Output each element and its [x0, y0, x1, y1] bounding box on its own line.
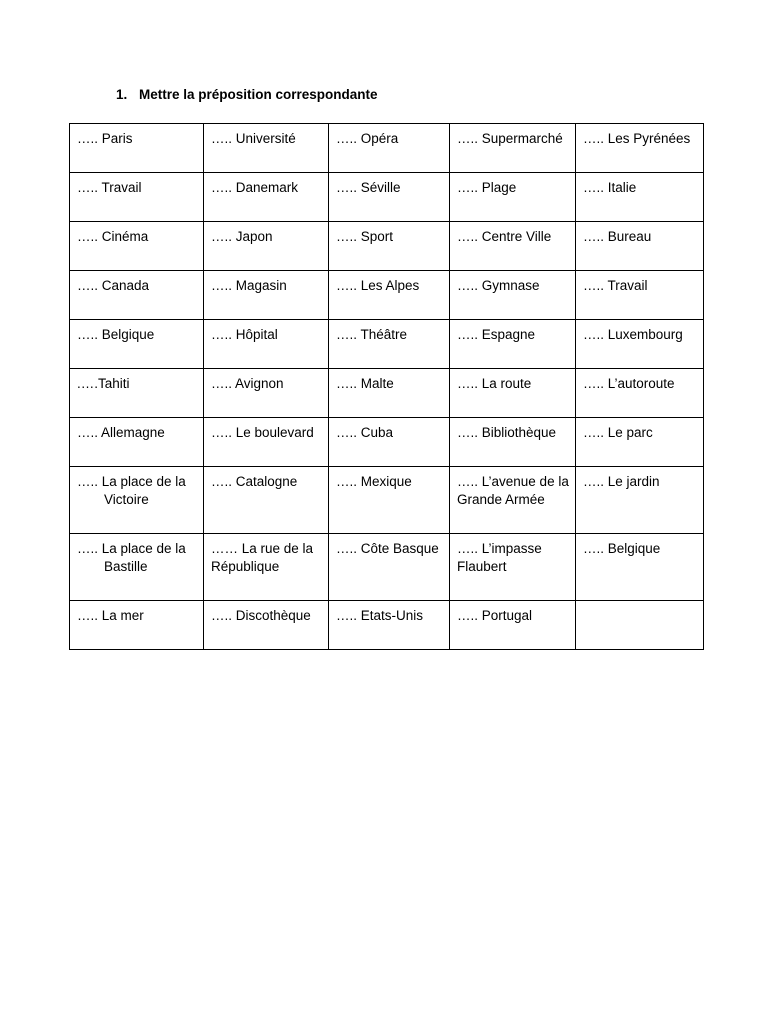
table-cell [576, 173, 704, 222]
cell-text: ….. Le parc [583, 425, 653, 440]
cell-text: ….. Sport [336, 229, 394, 244]
table-cell [70, 320, 204, 369]
cell-text: ….. Cinéma [77, 229, 149, 244]
table-cell [576, 418, 704, 467]
table-cell [576, 320, 704, 369]
cell-text: ….. Les Alpes [336, 278, 420, 293]
table-cell [450, 369, 576, 418]
cell-text: ….. Hôpital [211, 327, 278, 342]
table-row [70, 601, 704, 650]
cell-text: ….. Opéra [336, 131, 399, 146]
table-body [70, 124, 704, 650]
table-cell [329, 369, 450, 418]
cell-text: ….. La place de la Victoire [77, 474, 186, 507]
table-cell [70, 601, 204, 650]
table-cell [70, 369, 204, 418]
table-cell [204, 222, 329, 271]
table-cell [329, 271, 450, 320]
table-cell [329, 534, 450, 601]
table-cell [576, 124, 704, 173]
cell-text: ….. Supermarché [457, 131, 563, 146]
cell-text: ….. Discothèque [211, 608, 311, 623]
table-cell [450, 418, 576, 467]
table-cell [450, 271, 576, 320]
cell-text: ….. Centre Ville [457, 229, 552, 244]
exercise-title: Mettre la préposition correspondante [139, 87, 378, 102]
cell-text: ….. Avignon [211, 376, 284, 391]
table-cell [576, 222, 704, 271]
table-cell [450, 173, 576, 222]
cell-text: ….. L’autoroute [583, 376, 675, 391]
cell-text: ….. Canada [77, 278, 150, 293]
table-cell [70, 534, 204, 601]
cell-text: ….. Travail [77, 180, 142, 195]
cell-text: ….. Plage [457, 180, 517, 195]
table-cell [329, 601, 450, 650]
table-cell [329, 222, 450, 271]
cell-text: ….. Italie [583, 180, 637, 195]
table-cell [450, 320, 576, 369]
cell-text: .….Tahiti [77, 376, 130, 391]
cell-text: ….. Gymnase [457, 278, 540, 293]
table-row [70, 124, 704, 173]
preposition-table [69, 123, 704, 650]
cell-text: ….. Japon [211, 229, 273, 244]
table-cell [450, 601, 576, 650]
table-cell [576, 369, 704, 418]
table-cell [204, 124, 329, 173]
table-cell [329, 124, 450, 173]
cell-text: ….. Cuba [336, 425, 394, 440]
table-cell [450, 467, 576, 534]
table-cell [204, 320, 329, 369]
table-cell [70, 271, 204, 320]
table-cell [204, 601, 329, 650]
cell-text: ….. Belgique [77, 327, 155, 342]
table-cell [450, 124, 576, 173]
table-cell [576, 271, 704, 320]
exercise-heading [116, 87, 378, 102]
table-row [70, 271, 704, 320]
cell-text: ….. Travail [583, 278, 648, 293]
table-row [70, 222, 704, 271]
cell-text: ….. La mer [77, 608, 144, 623]
cell-text: ….. Luxembourg [583, 327, 683, 342]
cell-text: ….. L’avenue de la Grande Armée [457, 474, 569, 507]
table-cell [329, 418, 450, 467]
table-cell [204, 271, 329, 320]
cell-text: ….. Bureau [583, 229, 652, 244]
table-cell [70, 467, 204, 534]
cell-text: ….. L’impasse Flaubert [457, 541, 542, 574]
cell-text: ….. La place de la Bastille [77, 541, 186, 574]
cell-text: ….. Portugal [457, 608, 533, 623]
table-row [70, 467, 704, 534]
cell-text: ….. Mexique [336, 474, 412, 489]
cell-text: ….. Les Pyrénées [583, 131, 691, 146]
table-cell [329, 467, 450, 534]
table-cell [204, 369, 329, 418]
table-row [70, 418, 704, 467]
cell-text: ….. Bibliothèque [457, 425, 557, 440]
cell-text: ….. Côte Basque [336, 541, 439, 556]
table-cell [329, 173, 450, 222]
cell-text: ….. Malte [336, 376, 394, 391]
cell-text: ….. Séville [336, 180, 401, 195]
table-cell [329, 320, 450, 369]
cell-text: ….. Paris [77, 131, 133, 146]
table-cell [204, 173, 329, 222]
cell-text: ….. Le boulevard [211, 425, 314, 440]
table-row [70, 534, 704, 601]
table-row [70, 369, 704, 418]
cell-text: …… La rue de la République [211, 541, 314, 574]
cell-text: ….. Danemark [211, 180, 299, 195]
table-row [70, 320, 704, 369]
cell-text: ….. La route [457, 376, 532, 391]
table-cell [204, 418, 329, 467]
table-cell [576, 467, 704, 534]
table-cell [70, 124, 204, 173]
cell-text: ….. Etats-Unis [336, 608, 424, 623]
cell-text: ….. Le jardin [583, 474, 660, 489]
cell-text: ….. Université [211, 131, 296, 146]
cell-text: ….. Catalogne [211, 474, 298, 489]
cell-text: ….. Magasin [211, 278, 287, 293]
table-cell [450, 534, 576, 601]
table-cell [70, 418, 204, 467]
table-cell [450, 222, 576, 271]
table-cell [576, 601, 704, 650]
cell-text: ….. Théâtre [336, 327, 408, 342]
table-cell [204, 467, 329, 534]
cell-text: ….. Espagne [457, 327, 536, 342]
table-cell [576, 534, 704, 601]
table-cell [70, 222, 204, 271]
table-cell [204, 534, 329, 601]
cell-text: ….. Allemagne [77, 425, 165, 440]
cell-text: ….. Belgique [583, 541, 661, 556]
exercise-number: 1. [116, 87, 128, 102]
table-row [70, 173, 704, 222]
table-cell [70, 173, 204, 222]
